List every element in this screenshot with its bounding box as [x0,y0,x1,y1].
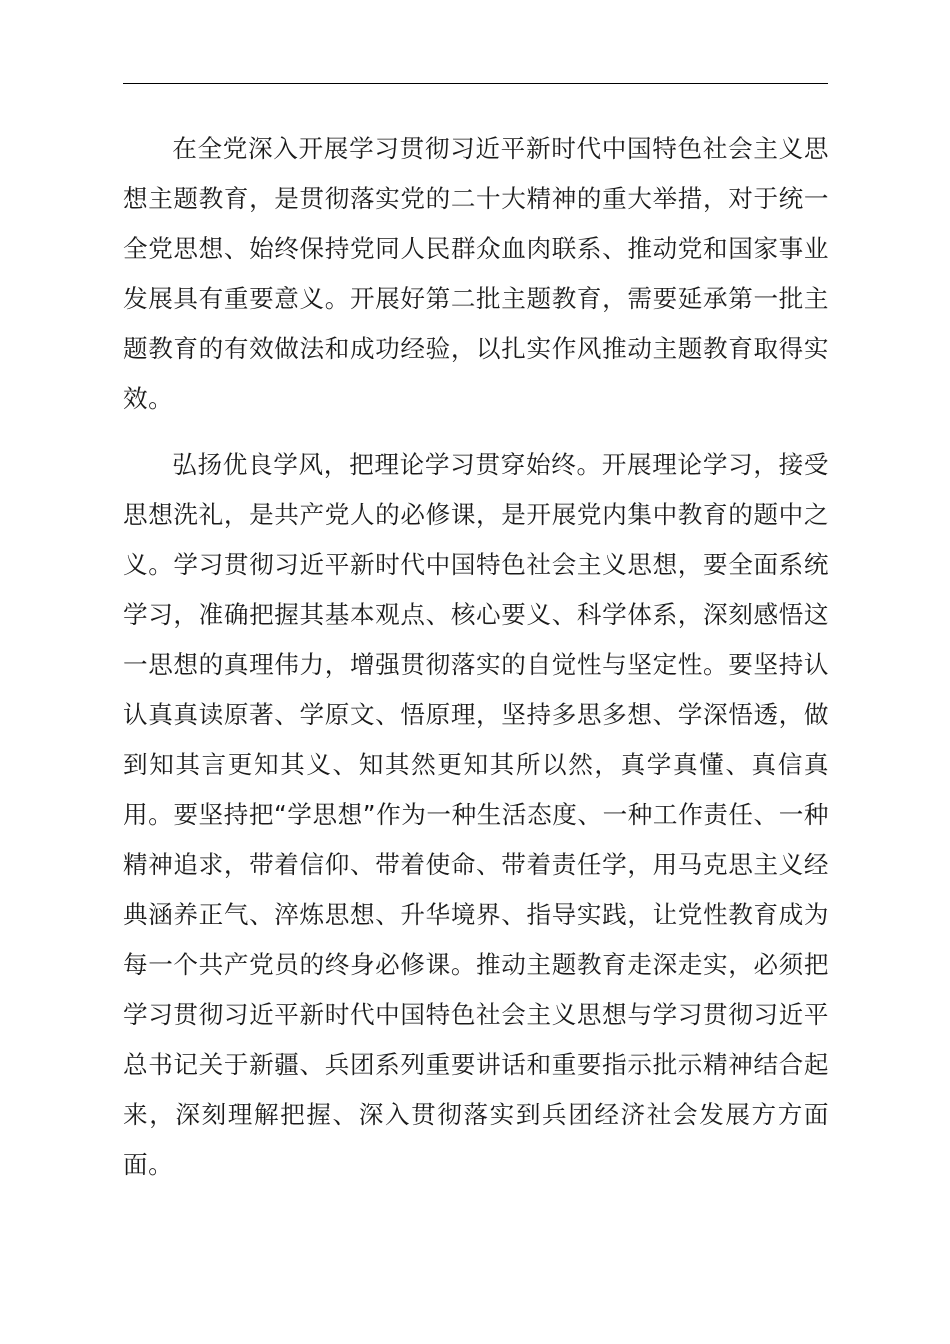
paragraph-theory-study: 弘扬优良学风，把理论学习贯穿始终。开展理论学习，接受思想洗礼，是共产党人的必修课，是开展党内集中教育的题中之义。学习贯彻习近平新时代中国特色社会主义思想，要全面系统学习，准确把握其基本观点、核心要义、科学体系，深刻感悟这一思想的真理伟力，增强贯彻落实的自觉性与坚定性。要坚持认认真真读原著、学原文、悟原理，坚持多思多想、学深悟透，做到知其言更知其义、知其然更知其所以然，真学真懂、真信真用。要坚持把“学思想”作为一种生活态度、一种工作责任、一种精神追求，带着信仰、带着使命、带着责任学，用马克思主义经典涵养正气、淬炼思想、升华境界、指导实践，让党性教育成为每一个共产党员的终身必修课。推动主题教育走深走实，必须把学习贯彻习近平新时代中国特色社会主义思想与学习贯彻习近平总书记关于新疆、兵团系列重要讲话和重要指示批示精神结合起来，深刻理解把握、深入贯彻落实到兵团经济社会发展方方面面。 [123,450,829,1179]
document-body [123,124,829,1190]
paragraph-intro: 在全党深入开展学习贯彻习近平新时代中国特色社会主义思想主题教育，是贯彻落实党的二十大精神的重大举措，对于统一全党思想、始终保持党同人民群众血肉联系、推动党和国家事业发展具有重要意义。开展好第二批主题教育，需要延承第一批主题教育的有效做法和成功经验，以扎实作风推动主题教育取得实效。 [123,134,829,413]
header-divider [123,83,828,84]
